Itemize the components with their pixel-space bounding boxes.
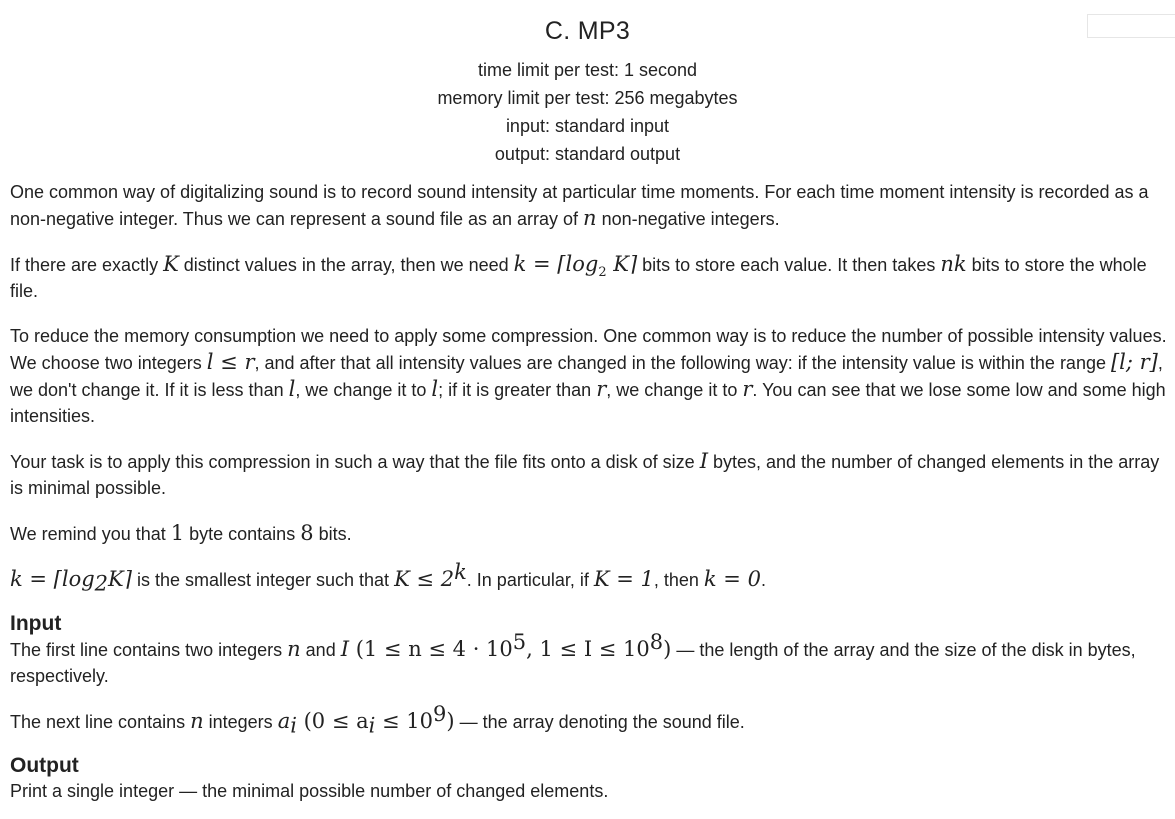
input-section-title: Input bbox=[10, 612, 62, 635]
input-paragraph-1: The first line contains two integers n and I ($1 \le n \le 4 \cdot 10^5$, $1 \le I \le 10^8$) — the length of the array and the size of the disk in bytes, respectively. bbox=[10, 630, 1136, 686]
output-section bbox=[10, 754, 1169, 804]
memory-limit: memory limit per test: 256 megabytes bbox=[437, 88, 738, 108]
statement-paragraph-4: Your task is to apply this compression in such a way that the file fits onto a disk of size I bytes, and the number of changed elements in the array is minimal possible. bbox=[10, 449, 1160, 498]
output-section-title: Output bbox=[10, 754, 79, 777]
statement-paragraph-5: We remind you that 1 byte contains 8 bits. bbox=[10, 521, 352, 545]
problem-header bbox=[0, 15, 1175, 168]
input-spec: input: standard input bbox=[505, 116, 670, 136]
statement-paragraph-2: If there are exactly K distinct values in the array, then we need $k = ⌈\log_2$ K⌉ bits to store each value. It then takes nk bits to store the whole file. bbox=[10, 252, 1147, 301]
input-paragraph-2: The next line contains n integers $a_i$ $(0 \le a_i \le 10^9)$ — the array denoting the sound file. bbox=[10, 702, 745, 738]
statement-paragraph-1: One common way of digitalizing sound is to record sound intensity at particular time moments. For each time moment intensity is recorded as a non-negative integer. Thus we can represent a sound file as an array of n non-negative integers. bbox=[10, 182, 1149, 230]
corner-frame bbox=[1087, 14, 1175, 38]
statement-paragraph-6: $k = ⌈\log_2K⌉$ is the smallest integer such that $K \le 2^k$. In particular, if K = 1, then k = 0. bbox=[10, 560, 766, 596]
problem-title: C. MP3 bbox=[544, 17, 631, 45]
output-paragraph: Print a single integer — the minimal possible number of changed elements. bbox=[10, 781, 609, 801]
time-limit: time limit per test: 1 second bbox=[477, 60, 698, 80]
formula-k: $k = ⌈\log_2$ K⌉ bbox=[513, 252, 638, 281]
input-section bbox=[10, 612, 1169, 738]
output-spec: output: standard output bbox=[494, 144, 681, 164]
problem-statement bbox=[0, 179, 1175, 804]
statement-paragraph-3: To reduce the memory consumption we need to apply some compression. One common way is to reduce the number of possible intensity values. We choose two integers l ≤ r, and after that all intensity values are changed in the following way: if the intensity value is within the range [l; r], we don't change it. If it is less than l, we change it to l; if it is greater than r, we change it to r. You can see that we lose some low and some high intensities. bbox=[10, 326, 1167, 426]
